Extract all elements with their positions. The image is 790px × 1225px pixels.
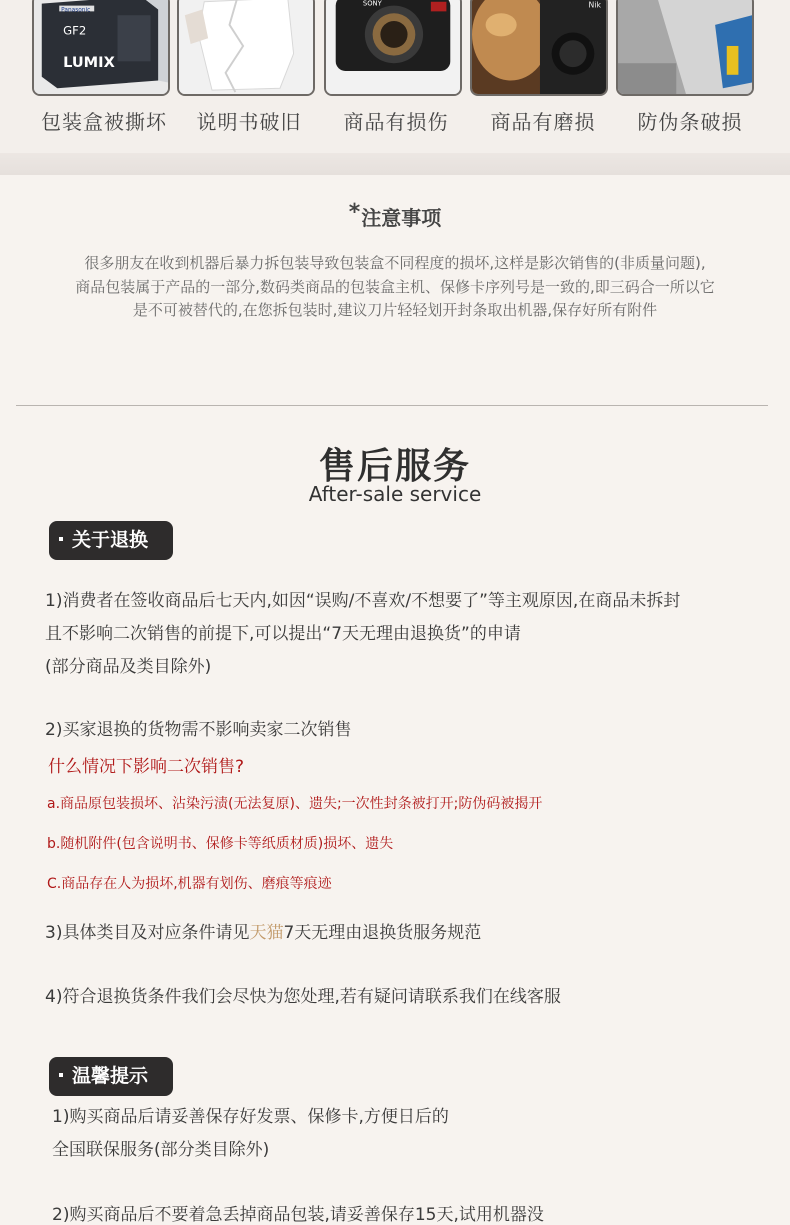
box-brand-text: Panasonic [61, 7, 91, 14]
tips-tag-label: 温馨提示 [72, 1065, 149, 1087]
damage-example-strip [0, 0, 790, 153]
after-sale-subtitle: After-sale service [308, 482, 482, 506]
return-p3-text-end: 7天无理由退换货服务规范 [283, 923, 482, 943]
camera-brand-text: SONY [362, 0, 382, 8]
worn-camera-photo [470, 0, 608, 96]
tip1-line1: 1)购买商品后请妥善保存好发票、保修卡,方便日后的 [52, 1107, 449, 1127]
divider [16, 405, 768, 406]
box-model-text: GF2 [63, 23, 87, 38]
case-c: C.商品存在人为损坏,机器有划伤、磨痕等痕迹 [47, 876, 332, 892]
tmall-text: 天猫 [249, 923, 284, 943]
tip2-line1: 2)购买商品后不要着急丢掉商品包装,请妥善保存15天,试用机器没 [52, 1205, 544, 1225]
notice-star: * [348, 200, 361, 225]
bullet-icon [59, 1073, 63, 1077]
photo-caption-manual: 说明书破旧 [196, 110, 302, 134]
notice-body [30, 252, 760, 323]
return-p4: 4)符合退换货条件我们会尽快为您处理,若有疑问请联系我们在线客服 [45, 987, 561, 1007]
notice-title-text: 注意事项 [361, 206, 442, 230]
return-policy-tag-label: 关于退换 [72, 529, 149, 551]
torn-manual-photo [177, 0, 315, 96]
tip1-line2: 全国联保服务(部分类目除外) [52, 1140, 270, 1160]
section-band [0, 153, 790, 175]
notice-title [0, 200, 790, 231]
second-sale-question: 什么情况下影响二次销售? [48, 757, 245, 777]
return-p2: 2)买家退换的货物需不影响卖家二次销售 [45, 720, 352, 740]
photo-caption-damage: 商品有损伤 [343, 110, 449, 134]
notice-line: 很多朋友在收到机器后暴力拆包装导致包装盒不同程度的损坏,这样是影次销售的(非质量问题), [84, 254, 706, 272]
camera-body-photo [324, 0, 462, 96]
return-policy-tag [49, 521, 173, 560]
case-a: a.商品原包装损坏、沾染污渍(无法复原)、遗失;一次性封条被打开;防伪码被揭开 [47, 796, 543, 812]
seal-photo [616, 0, 754, 96]
bullet-icon [59, 537, 63, 541]
return-p1-line2: 且不影响二次销售的前提下,可以提出“7天无理由退换货”的申请 [45, 624, 521, 644]
photo-caption-box: 包装盒被撕坏 [41, 110, 167, 134]
camera-box-photo [32, 0, 170, 96]
after-sale-title: 售后服务 [318, 446, 471, 487]
return-p3-text: 3)具体类目及对应条件请见 [45, 923, 250, 943]
return-p1-line1: 1)消费者在签收商品后七天内,如因“误购/不喜欢/不想要了”等主观原因,在商品未拆封 [45, 591, 681, 611]
camera-brand-text-2: Nik [588, 0, 601, 10]
return-p1-line3: (部分商品及类目除外) [45, 657, 212, 677]
case-b: b.随机附件(包含说明书、保修卡等纸质材质)损坏、遗失 [47, 836, 394, 852]
return-p3 [45, 918, 481, 943]
photo-caption-seal: 防伪条破损 [637, 110, 743, 134]
notice-line: 是不可被替代的,在您拆包装时,建议刀片轻轻划开封条取出机器,保存好所有附件 [132, 301, 658, 319]
tips-tag [49, 1057, 173, 1096]
box-name-text: LUMIX [63, 55, 115, 72]
notice-line: 商品包装属于产品的一部分,数码类商品的包装盒主机、保修卡序列号是一致的,即三码合一所以它 [75, 277, 715, 296]
photo-caption-wear: 商品有磨损 [490, 110, 596, 134]
